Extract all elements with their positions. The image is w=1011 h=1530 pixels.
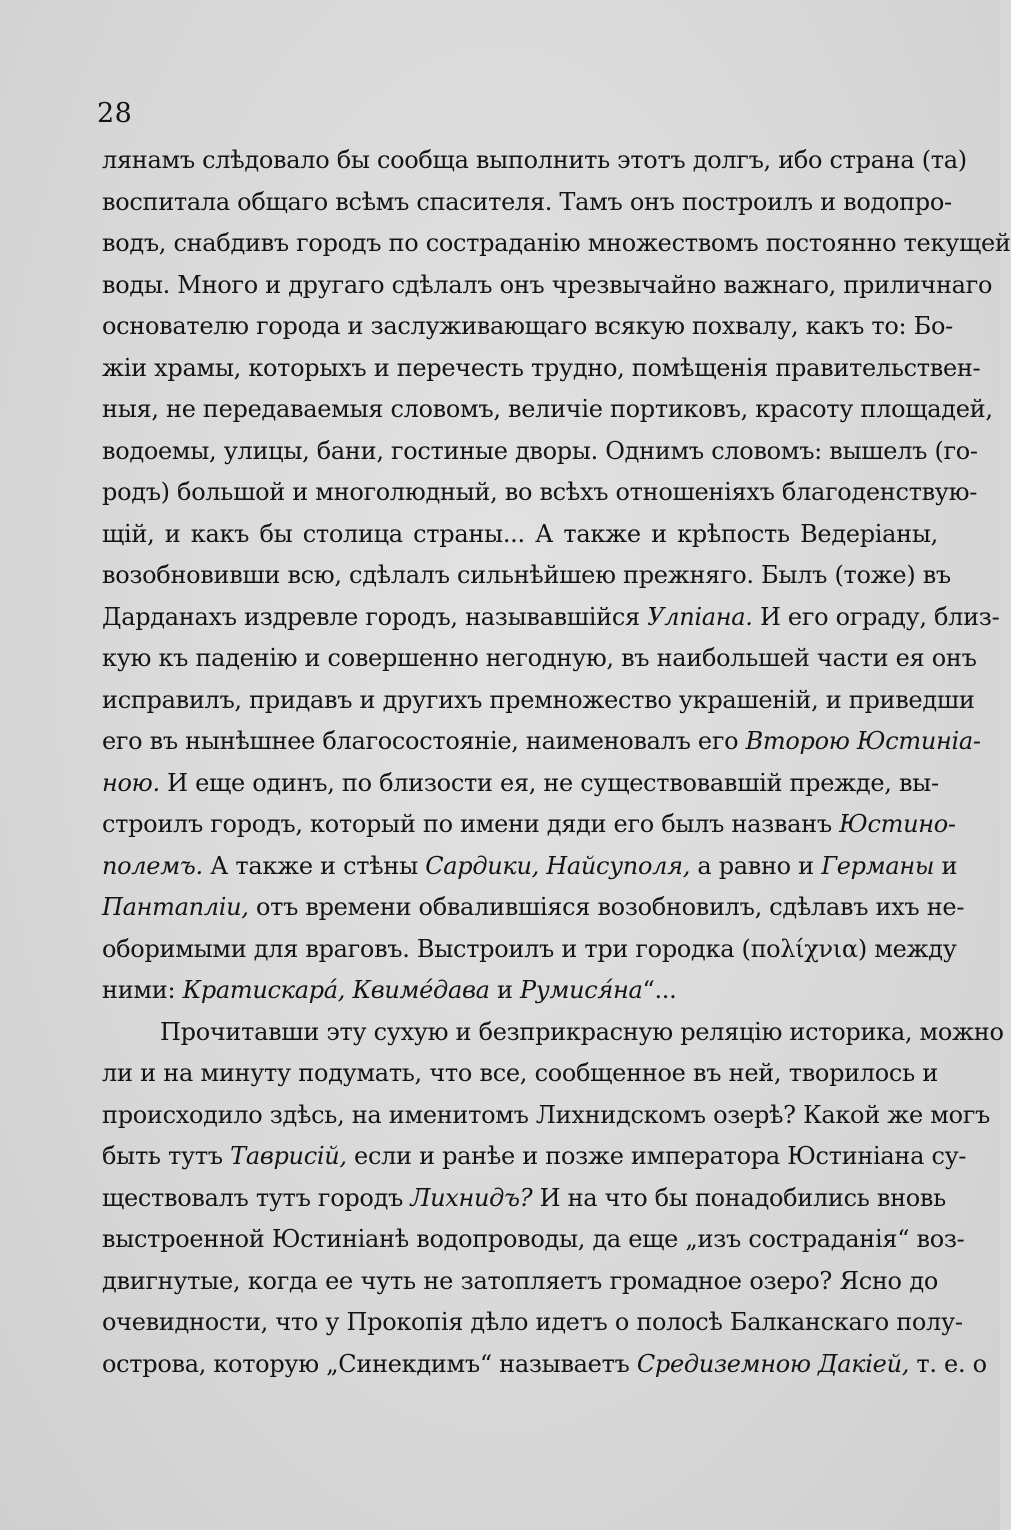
text-segment: отъ времени обвалившіяся возобновилъ, сдѣлавъ ихъ не- [248,893,965,921]
italic-text: Улпіана. [647,602,753,631]
text-line [102,348,981,390]
text-segment: водъ, снабдивъ городъ по состраданію множествомъ постоянно текущей [102,229,1011,257]
text-segment: родъ) большой и многолюдный, во всѣхъ отношеніяхъ благоденствую- [102,478,978,506]
text-line [102,1095,991,1137]
text-segment: очевидности, что у Прокопія дѣло идетъ о полосѣ Балканскаго полу- [102,1308,963,1336]
italic-text: Второю Юстиніа- [745,727,981,755]
text-segment: и [489,976,521,1004]
italic-text: Сардики, Найсуполя, [425,851,691,880]
text-segment: И на что бы понадобились вновь [532,1183,946,1212]
text-line [102,929,957,971]
text-line [102,514,938,556]
italic-text: ною. [102,768,160,797]
text-line [102,1012,1004,1054]
text-segment: кую къ паденію и совершенно негодную, въ наибольшей части ея онъ [102,644,977,672]
text-segment: т. е. о [909,1349,987,1378]
text-line [102,182,952,224]
text-segment: быть тутъ [102,1142,231,1170]
text-line [102,431,978,473]
text-segment: если и ранѣе и позже императора Юстиніана су- [346,1142,967,1170]
text-segment: щій, и какъ бы столица страны... А также и крѣпость Ведеріаны, [102,519,938,548]
text-line [102,887,965,929]
text-line [102,555,951,597]
text-segment: происходило здѣсь, на именитомъ Лихнидскомъ озерѣ? Какой же могъ [102,1100,991,1129]
text-segment: оборимыми для враговъ. Выстроилъ и три городка (πολίχνια) между [102,934,957,963]
text-segment: острова, которую „Синекдимъ“ называетъ [102,1349,637,1378]
text-line [102,846,958,888]
text-segment: ныя, не передаваемыя словомъ, величіе портиковъ, красоту площадей, [102,395,993,423]
text-segment: ществовалъ тутъ городъ [102,1183,411,1212]
italic-text: Кратискара́, Квиме́дава [182,976,490,1004]
text-segment: основателю города и заслуживающаго всякую похвалу, какъ то: Бо- [102,312,953,340]
text-line [102,1053,938,1095]
text-segment: воды. Много и другаго сдѣлалъ онъ чрезвычайно важнаго, приличнаго [102,270,993,299]
body-text [102,140,1011,1385]
text-segment: строилъ городъ, который по имени дяди его былъ названъ [102,810,840,838]
text-line [102,680,975,722]
italic-text: Румися́на [520,976,643,1004]
text-segment: выстроенной Юстиніанѣ водопроводы, да еще „изъ состраданія“ воз- [102,1225,965,1253]
text-segment: Прочитавши эту сухую и безприкрасную реляцію историка, можно [160,1017,1004,1046]
italic-text: полемъ. [102,851,203,880]
text-line [102,1136,967,1178]
text-segment: его въ нынѣшнее благосостояніе, наименовалъ его [102,727,746,755]
text-segment: Дарданахъ издревле городъ, называвшійся [102,602,648,631]
text-line [102,1219,965,1261]
italic-text: Средиземною Дакіей, [636,1349,910,1378]
text-line [102,1178,946,1220]
text-line [102,597,1000,639]
text-line [102,1302,963,1344]
text-line [102,1344,987,1386]
text-segment: И его ограду, близ- [752,602,1000,631]
page-number: 28 [97,98,133,129]
text-segment: И еще одинъ, по близости ея, не существовавшій прежде, вы- [159,768,939,797]
text-segment: и [934,851,958,880]
text-line [102,763,938,805]
text-segment: ними: [102,976,183,1004]
text-segment: лянамъ слѣдовало бы сообща выполнить этотъ долгъ, ибо страна (та) [102,146,967,174]
text-segment: а равно и [690,851,822,880]
text-segment: “... [642,976,677,1004]
text-line [102,223,1011,265]
text-line [102,306,953,348]
text-line [102,638,977,680]
text-segment: водоемы, улицы, бани, гостиные дворы. Однимъ словомъ: вышелъ (го- [102,436,978,465]
italic-text: Таврисій, [230,1142,347,1170]
text-segment: возобновивши всю, сдѣлалъ сильнѣйшею прежняго. Былъ (тоже) въ [102,561,951,589]
text-segment: жіи храмы, которыхъ и перечесть трудно, помѣщенія правительствен- [102,353,981,382]
text-line [102,1261,938,1303]
text-segment: ли и на минуту подумать, что все, сообщенное въ ней, творилось и [102,1059,938,1087]
text-segment: А также и стѣны [202,851,426,880]
text-segment: исправилъ, придавъ и другихъ премножество украшеній, и приведши [102,685,975,714]
text-segment: двигнутые, когда ее чуть не затопляетъ громадное озеро? Ясно до [102,1266,938,1295]
text-line [102,970,938,1012]
text-line [102,804,956,846]
italic-text: Пантапліи, [102,893,249,921]
text-line [102,140,967,182]
text-line [102,721,981,763]
text-line [102,265,993,307]
text-line [102,389,993,431]
text-segment: воспитала общаго всѣмъ спасителя. Тамъ онъ построилъ и водопро- [102,187,952,216]
text-line [102,472,978,514]
italic-text: Юстино- [839,810,956,838]
italic-text: Германы [821,851,935,880]
italic-text: Лихнидъ? [410,1183,533,1212]
